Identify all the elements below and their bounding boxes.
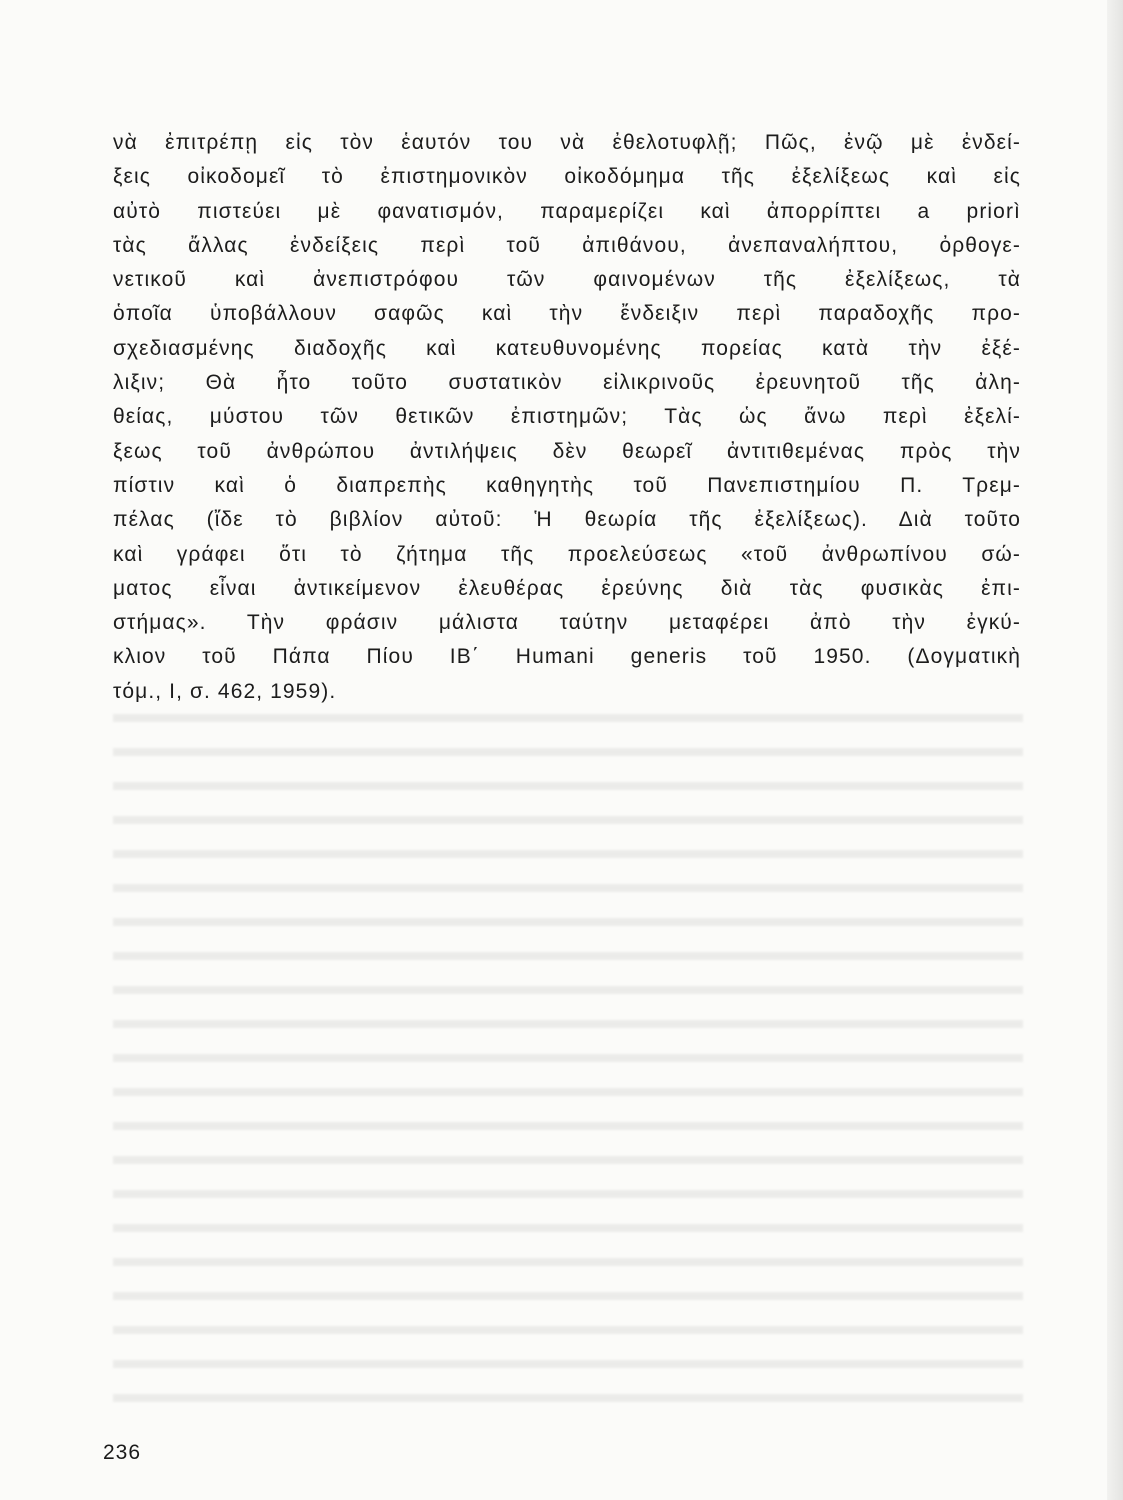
text-line: ματος εἶναι ἀντικείμενον ἐλευθέρας ἐρεύνης διὰ τὰς φυσικὰς ἐπι- [113,576,1021,600]
text-line: λιξιν; Θὰ ἦτο τοῦτο συστατικὸν εἰλικρινοῦς ἐρευνητοῦ τῆς ἀλη- [113,371,1021,395]
page-number: 236 [103,1441,142,1464]
text-line: τὰς ἄλλας ἐνδείξεις περὶ τοῦ ἀπιθάνου, ἀνεπαναλήπτου, ὀρθογε- [113,233,1021,257]
text-line: στήμας». Τὴν φράσιν μάλιστα ταύτην μεταφέρει ἀπὸ τὴν ἐγκύ- [113,611,1021,635]
text-line: ξεως τοῦ ἀνθρώπου ἀντιλήψεις δὲν θεωρεῖ ἀντιτιθεμένας πρὸς τὴν [113,439,1021,463]
body-paragraph [113,126,1021,709]
text-line: ὁποῖα ὑποβάλλουν σαφῶς καὶ τὴν ἔνδειξιν περὶ παραδοχῆς προ- [113,302,1021,326]
text-line: κλιον τοῦ Πάπα Πίου ΙΒ΄ Humani generis τοῦ 1950. (Δογματικὴ [113,645,1021,669]
text-line: νὰ ἐπιτρέπῃ εἰς τὸν ἑαυτόν του νὰ ἐθελοτυφλῇ; Πῶς, ἐνῷ μὲ ἐνδεί- [113,131,1021,154]
text-line: ξεις οἰκοδομεῖ τὸ ἐπιστημονικὸν οἰκοδόμημα τῆς ἐξελίξεως καὶ εἰς [113,165,1021,189]
text-line: τόμ., Ι, σ. 462, 1959). [113,679,337,703]
text-line: θείας, μύστου τῶν θετικῶν ἐπιστημῶν; Τὰς ὡς ἄνω περὶ ἐξελί- [113,405,1021,429]
text-line: καὶ γράφει ὅτι τὸ ζήτημα τῆς προελεύσεως «τοῦ ἀνθρωπίνου σώ- [113,542,1021,566]
text-line: πίστιν καὶ ὁ διαπρεπὴς καθηγητὴς τοῦ Πανεπιστημίου Π. Τρεμ- [113,473,1021,497]
page-edge-shadow [1107,0,1123,1500]
text-line: πέλας (ἴδε τὸ βιβλίον αὐτοῦ: Ἡ θεωρία τῆς ἐξελίξεως). Διὰ τοῦτο [113,508,1021,532]
text-line: σχεδιασμένης διαδοχῆς καὶ κατευθυνομένης πορείας κατὰ τὴν ἐξέ- [113,336,1021,360]
text-line: νετικοῦ καὶ ἀνεπιστρόφου τῶν φαινομένων τῆς ἐξελίξεως, τὰ [113,268,1021,292]
show-through-text [113,700,1023,1420]
text-line: αὐτὸ πιστεύει μὲ φανατισμόν, παραμερίζει καὶ ἀπορρίπτει a priorì [113,199,1021,223]
